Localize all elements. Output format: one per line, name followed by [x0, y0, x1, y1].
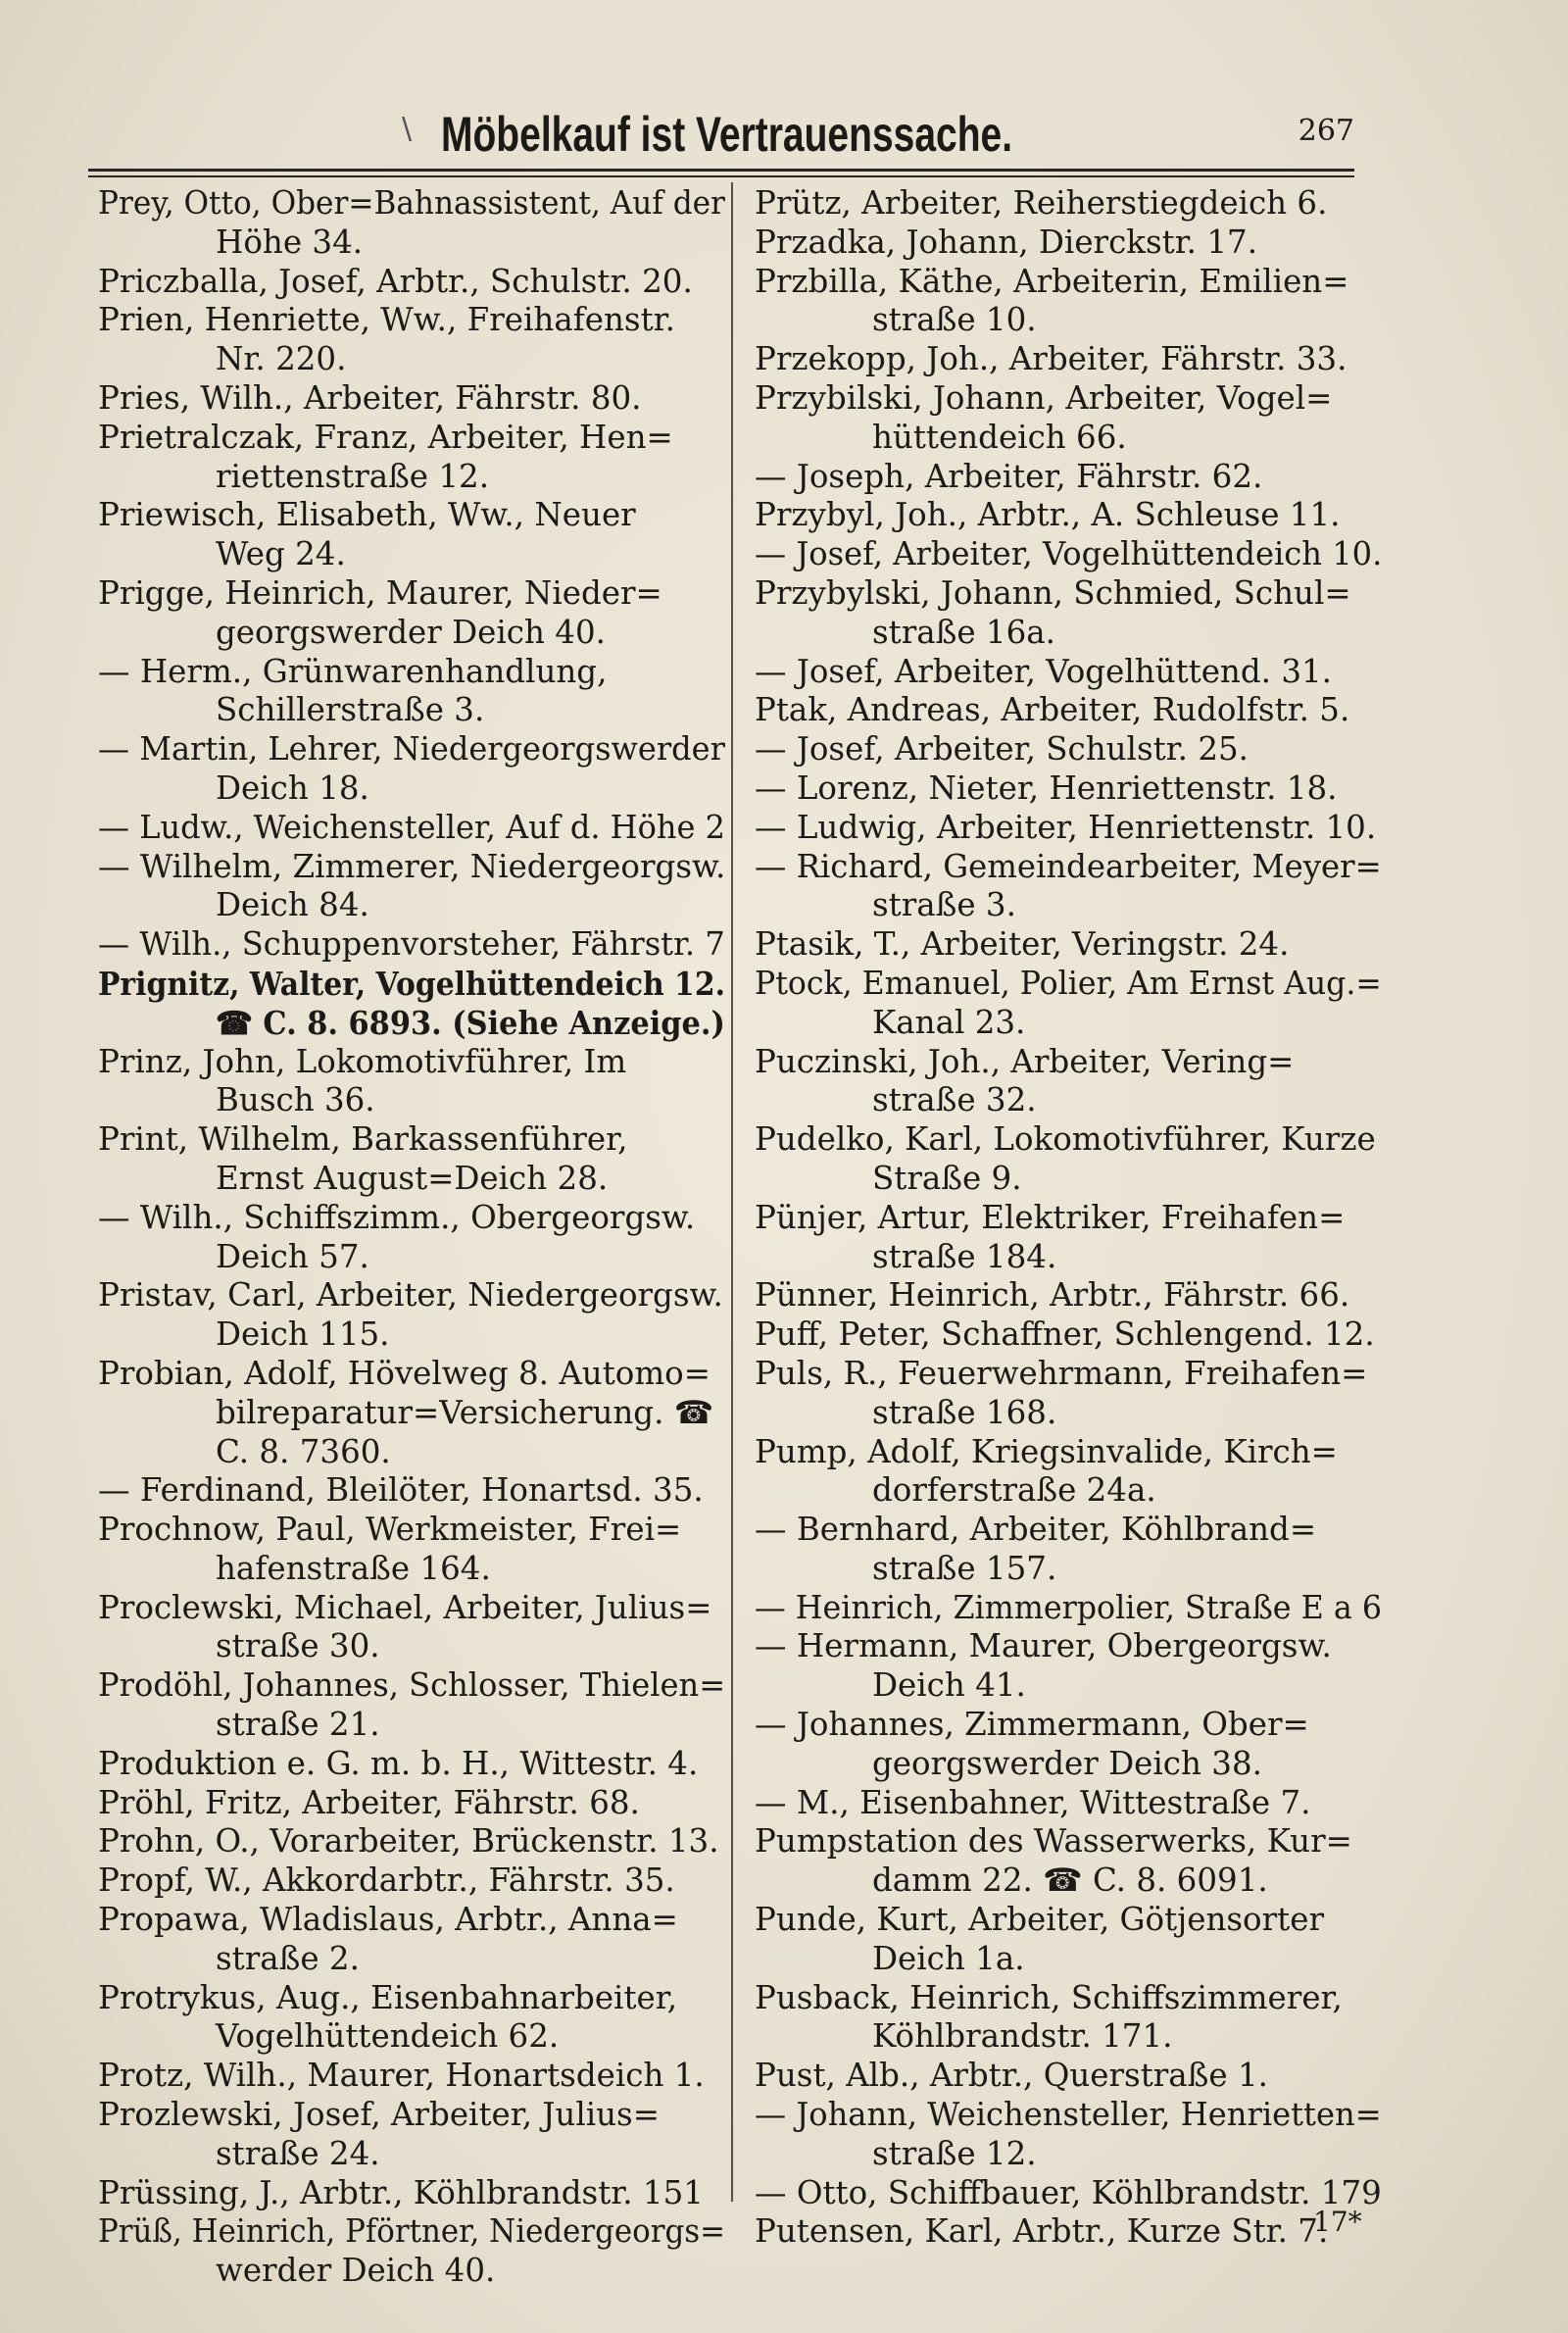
directory-entry-line — [98, 1822, 725, 1861]
entry-text: — Josef, Arbeiter, Schulstr. 25. — [755, 730, 1250, 769]
entry-text: Köhlbrandstr. 171. — [872, 2017, 1173, 2056]
directory-entry-line — [98, 2212, 725, 2252]
entry-text: Pries, Wilh., Arbeiter, Fährstr. 80. — [98, 378, 642, 417]
directory-entry-line — [755, 1276, 1382, 1315]
directory-entry-line — [755, 301, 1382, 340]
entry-text: Przybilski, Johann, Arbeiter, Vogel= — [755, 378, 1333, 417]
page-title: Möbelkauf ist Vertrauenssache. — [441, 107, 1013, 162]
directory-entry-line — [755, 1511, 1382, 1550]
entry-text: Przadka, Johann, Dierckstr. 17. — [755, 223, 1258, 261]
entry-text: Prodöhl, Johannes, Schlosser, Thielen= — [98, 1666, 726, 1705]
signature-mark: 17* — [1313, 2206, 1362, 2238]
entry-text: Deich 57. — [216, 1237, 369, 1275]
directory-entry-line — [98, 2017, 725, 2057]
entry-text: Przekopp, Joh., Arbeiter, Fährstr. 33. — [755, 340, 1348, 378]
entry-text: Print, Wilhelm, Barkassenführer, — [98, 1120, 628, 1159]
directory-entry-line — [98, 1315, 725, 1355]
directory-entry-line — [755, 886, 1382, 925]
directory-entry-line — [755, 379, 1382, 419]
entry-text: — Wilhelm, Zimmerer, Niedergeorgsw. — [98, 847, 726, 885]
entry-text: Prey, Otto, Ober=Bahnassistent, Auf der — [98, 184, 725, 222]
directory-entry-line — [98, 1901, 725, 1940]
directory-entry-line — [98, 535, 725, 574]
left-column — [98, 184, 726, 2290]
entry-text: damm 22. ☎ C. 8. 6091. — [872, 1861, 1268, 1900]
directory-entry-line — [755, 263, 1382, 302]
entry-text: Ptasik, T., Arbeiter, Veringstr. 24. — [755, 925, 1290, 964]
directory-entry-line — [98, 496, 725, 535]
entry-text: Weg 24. — [216, 535, 346, 573]
entry-text: Prigge, Heinrich, Maurer, Nieder= — [98, 573, 662, 612]
directory-entry-line — [755, 1706, 1382, 1745]
directory-entry-line — [98, 574, 725, 614]
directory-entry-line — [755, 1940, 1382, 1979]
directory-entry-line — [755, 1979, 1382, 2018]
entry-text: — Heinrich, Zimmerpolier, Straße E a 6 — [755, 1588, 1383, 1626]
directory-entry-line — [98, 809, 725, 848]
entry-text: straße 21. — [216, 1706, 380, 1744]
directory-entry-line — [755, 848, 1382, 887]
directory-entry-line — [98, 301, 725, 340]
entry-text: straße 12. — [872, 2134, 1037, 2172]
entry-text: — Ludwig, Arbeiter, Henriettenstr. 10. — [755, 808, 1377, 846]
directory-entry-line — [98, 1589, 725, 1628]
entry-text: Schillerstraße 3. — [216, 691, 485, 729]
directory-entry-line — [98, 1394, 725, 1433]
entry-text: Kanal 23. — [872, 1003, 1026, 1041]
entry-text: georgswerder Deich 38. — [872, 1744, 1262, 1782]
entry-text: Straße 9. — [872, 1159, 1022, 1197]
entry-text: Przbilla, Käthe, Arbeiterin, Emilien= — [755, 262, 1349, 300]
directory-entry-line — [98, 458, 725, 497]
entry-text: Deich 18. — [216, 769, 369, 807]
directory-entry-line — [98, 1160, 725, 1199]
directory-entry-line — [98, 1004, 725, 1043]
entry-text: straße 3. — [872, 886, 1016, 924]
entry-text: bilreparatur=Versicherung. ☎ — [216, 1393, 714, 1431]
page-header — [88, 106, 1362, 165]
entry-text: straße 30. — [216, 1627, 380, 1665]
entry-text: Deich 84. — [216, 886, 369, 924]
entry-text: straße 157. — [872, 1549, 1057, 1587]
entry-text: Produktion e. G. m. b. H., Wittestr. 4. — [98, 1744, 699, 1782]
page-number: 267 — [1298, 114, 1354, 148]
entry-text: Prietralczak, Franz, Arbeiter, Hen= — [98, 418, 673, 456]
entry-text: Propf, W., Akkordarbtr., Fährstr. 35. — [98, 1861, 675, 1900]
directory-entry-line — [755, 965, 1382, 1004]
directory-entry-line — [98, 653, 725, 692]
entry-text: georgswerder Deich 40. — [216, 613, 606, 651]
entry-text: Prüß, Heinrich, Pförtner, Niedergeorgs= — [98, 2212, 726, 2251]
entry-text: Deich 1a. — [872, 1939, 1025, 1977]
directory-entry-line — [98, 614, 725, 653]
entry-text: riettenstraße 12. — [216, 457, 490, 495]
entry-text: Prinz, John, Lokomotivführer, Im — [98, 1042, 627, 1080]
entry-text: — Richard, Gemeindearbeiter, Meyer= — [755, 847, 1382, 885]
entry-text: Ptak, Andreas, Arbeiter, Rudolfstr. 5. — [755, 691, 1350, 729]
directory-entry-line — [98, 2174, 725, 2213]
directory-entry-line — [755, 2212, 1382, 2252]
directory-entry-line — [98, 1043, 725, 1082]
directory-entry-line — [755, 458, 1382, 497]
directory-entry-line — [98, 1511, 725, 1550]
entry-text: Prignitz, Walter, Vogelhüttendeich 12. — [98, 964, 725, 1003]
entry-text: Pusback, Heinrich, Schiffszimmerer, — [755, 1978, 1343, 2016]
directory-entry-line — [755, 1043, 1382, 1082]
entry-text: Prozlewski, Josef, Arbeiter, Julius= — [98, 2096, 660, 2134]
directory-entry-line — [755, 574, 1382, 614]
directory-entry-line — [98, 1666, 725, 1706]
entry-text: Deich 115. — [216, 1315, 390, 1354]
directory-entry-line — [755, 1471, 1382, 1511]
directory-entry-line — [98, 886, 725, 925]
entry-text: — Wilh., Schiffszimm., Obergeorgsw. — [98, 1198, 696, 1236]
entry-text: Busch 36. — [216, 1081, 375, 1119]
directory-entry-line — [98, 1276, 725, 1315]
entry-text: Nr. 220. — [216, 340, 347, 378]
directory-entry-line — [98, 769, 725, 809]
entry-text: Ernst August=Deich 28. — [216, 1159, 609, 1197]
directory-entry-line — [755, 653, 1382, 692]
directory-entry-line — [98, 965, 725, 1004]
directory-entry-line — [755, 809, 1382, 848]
entry-text: Przybyl, Joh., Arbtr., A. Schleuse 11. — [755, 496, 1341, 534]
entry-text: Prütz, Arbeiter, Reiherstiegdeich 6. — [755, 184, 1328, 222]
entry-text: hüttendeich 66. — [872, 418, 1127, 456]
directory-entry-line — [755, 1627, 1382, 1666]
directory-entry-line — [755, 925, 1382, 965]
directory-entry-line — [755, 2057, 1382, 2096]
entry-text: — Joseph, Arbeiter, Fährstr. 62. — [755, 457, 1263, 495]
directory-entry-line — [98, 2057, 725, 2096]
directory-entry-line — [755, 535, 1382, 574]
directory-entry-line — [755, 496, 1382, 535]
entry-text: Protrykus, Aug., Eisenbahnarbeiter, — [98, 1978, 678, 2016]
entry-text: — Otto, Schiffbauer, Köhlbrandstr. 179 — [755, 2173, 1382, 2211]
directory-entry-line — [755, 2174, 1382, 2213]
entry-text: Przybylski, Johann, Schmied, Schul= — [755, 573, 1351, 612]
directory-entry-line — [755, 1120, 1382, 1160]
directory-entry-line — [755, 1550, 1382, 1589]
directory-entry-line — [98, 1861, 725, 1901]
entry-text: Priczballa, Josef, Arbtr., Schulstr. 20. — [98, 262, 693, 300]
entry-text: Propawa, Wladislaus, Arbtr., Anna= — [98, 1901, 678, 1939]
directory-entry-line — [98, 1199, 725, 1238]
directory-entry-line — [755, 419, 1382, 458]
entry-text: — Wilh., Schuppenvorsteher, Fährstr. 7 — [98, 925, 725, 964]
directory-entry-line — [755, 2135, 1382, 2174]
directory-entry-line — [98, 2252, 725, 2291]
entry-text: — Josef, Arbeiter, Vogelhüttendeich 10. — [755, 535, 1383, 573]
entry-text: straße 184. — [872, 1237, 1057, 1275]
entry-text: Pröhl, Fritz, Arbeiter, Fährstr. 68. — [98, 1783, 640, 1821]
entry-text: Pumpstation des Wasserwerks, Kur= — [755, 1822, 1352, 1861]
directory-entry-line — [98, 223, 725, 263]
directory-entry-line — [98, 184, 725, 223]
entry-text: Priewisch, Elisabeth, Ww., Neuer — [98, 496, 636, 534]
entry-text: C. 8. 7360. — [216, 1432, 391, 1470]
header-rule-thin — [88, 175, 1354, 177]
entry-text: straße 32. — [872, 1081, 1037, 1119]
directory-entry-line — [98, 1745, 725, 1784]
directory-entry-line — [98, 1550, 725, 1589]
entry-text: Probian, Adolf, Hövelweg 8. Automo= — [98, 1354, 710, 1392]
directory-entry-line — [98, 1433, 725, 1472]
directory-entry-line — [755, 1861, 1382, 1901]
entry-text: — Josef, Arbeiter, Vogelhüttend. 31. — [755, 652, 1333, 690]
directory-entry-line — [755, 1081, 1382, 1120]
directory-entry-line — [98, 1120, 725, 1160]
entry-text: Prien, Henriette, Ww., Freihafenstr. — [98, 301, 675, 339]
entry-text: — Hermann, Maurer, Obergeorgsw. — [755, 1627, 1332, 1665]
entry-text: Ptock, Emanuel, Polier, Am Ernst Aug.= — [755, 964, 1382, 1002]
entry-text: — Herm., Grünwarenhandlung, — [98, 652, 608, 690]
entry-text: Pristav, Carl, Arbeiter, Niedergeorgsw. — [98, 1276, 723, 1315]
entry-text: — M., Eisenbahner, Wittestraße 7. — [755, 1783, 1311, 1821]
entry-text: — Bernhard, Arbeiter, Köhlbrand= — [755, 1511, 1317, 1549]
entry-text: Punde, Kurt, Arbeiter, Götjensorter — [755, 1901, 1324, 1939]
entry-text: Prohn, O., Vorarbeiter, Brückenstr. 13. — [98, 1822, 719, 1861]
directory-entry-line — [755, 691, 1382, 730]
directory-entry-line — [98, 925, 725, 965]
right-column — [755, 184, 1383, 2251]
entry-text: — Ferdinand, Bleilöter, Honartsd. 35. — [98, 1471, 704, 1510]
entry-text: Puls, R., Feuerwehrmann, Freihafen= — [755, 1354, 1368, 1392]
directory-entry-line — [755, 1004, 1382, 1043]
entry-text: Pünjer, Artur, Elektriker, Freihafen= — [755, 1198, 1346, 1236]
directory-entry-line — [98, 379, 725, 419]
directory-entry-line — [755, 184, 1382, 223]
directory-entry-line — [755, 223, 1382, 263]
directory-entry-line — [98, 263, 725, 302]
directory-entry-line — [98, 1355, 725, 1394]
directory-entry-line — [755, 1199, 1382, 1238]
directory-entry-line — [98, 730, 725, 769]
entry-text: Deich 41. — [872, 1666, 1026, 1705]
directory-entry-line — [755, 1822, 1382, 1861]
directory-entry-line — [755, 1355, 1382, 1394]
entry-text: Pust, Alb., Arbtr., Querstraße 1. — [755, 2057, 1268, 2095]
directory-entry-line — [755, 1745, 1382, 1784]
directory-entry-line — [98, 1081, 725, 1120]
directory-entry-line — [755, 614, 1382, 653]
directory-entry-line — [755, 1394, 1382, 1433]
entry-text: — Lorenz, Nieter, Henriettenstr. 18. — [755, 769, 1338, 807]
directory-entry-line — [98, 1471, 725, 1511]
directory-entry-line — [755, 340, 1382, 379]
entry-text: straße 24. — [216, 2134, 380, 2172]
directory-entry-line — [98, 1706, 725, 1745]
entry-text: Putensen, Karl, Arbtr., Kurze Str. 7. — [755, 2212, 1329, 2251]
entry-text: straße 168. — [872, 1393, 1057, 1431]
entry-text: Pünner, Heinrich, Arbtr., Fährstr. 66. — [755, 1276, 1350, 1315]
entry-text: Vogelhüttendeich 62. — [216, 2017, 560, 2056]
entry-text: straße 2. — [216, 1939, 360, 1977]
entry-text: hafenstraße 164. — [216, 1549, 491, 1587]
entry-text: Prochnow, Paul, Werkmeister, Frei= — [98, 1511, 682, 1549]
entry-text: dorferstraße 24a. — [872, 1471, 1156, 1510]
directory-entry-line — [755, 769, 1382, 809]
header-rule-thick — [88, 169, 1354, 172]
entry-text: — Ludw., Weichensteller, Auf d. Höhe 2 — [98, 808, 725, 846]
entry-text: — Martin, Lehrer, Niedergeorgswerder — [98, 730, 725, 769]
entry-text: Puczinski, Joh., Arbeiter, Vering= — [755, 1042, 1295, 1080]
entry-text: Höhe 34. — [216, 223, 364, 261]
directory-entry-line — [98, 1940, 725, 1979]
entry-text: ☎ C. 8. 6893. (Siehe Anzeige.) — [216, 1003, 725, 1042]
entry-text: — Johannes, Zimmermann, Ober= — [755, 1706, 1309, 1744]
directory-entry-line — [755, 2017, 1382, 2057]
entry-text: straße 16a. — [872, 613, 1055, 651]
entry-text: werder Deich 40. — [216, 2252, 496, 2290]
entry-text: Prüssing, J., Arbtr., Köhlbrandstr. 151 — [98, 2173, 704, 2211]
column-divider — [731, 182, 733, 2202]
directory-entry-line — [755, 730, 1382, 769]
header-mark: \ — [402, 112, 413, 146]
directory-entry-line — [755, 1666, 1382, 1706]
directory-entry-line — [755, 1901, 1382, 1940]
directory-entry-line — [98, 1238, 725, 1277]
entry-text: Proclewski, Michael, Arbeiter, Julius= — [98, 1588, 712, 1626]
entry-text: Puff, Peter, Schaffner, Schlengend. 12. — [755, 1315, 1375, 1354]
directory-entry-line — [98, 2135, 725, 2174]
directory-entry-line — [98, 1627, 725, 1666]
directory-entry-line — [98, 2096, 725, 2135]
directory-entry-line — [98, 1979, 725, 2018]
entry-text: Pudelko, Karl, Lokomotivführer, Kurze — [755, 1120, 1376, 1159]
entry-text: Protz, Wilh., Maurer, Honartsdeich 1. — [98, 2057, 705, 2095]
directory-entry-line — [98, 691, 725, 730]
entry-text: straße 10. — [872, 301, 1037, 339]
directory-entry-line — [98, 848, 725, 887]
directory-entry-line — [755, 1589, 1382, 1628]
directory-entry-line — [755, 1784, 1382, 1823]
directory-entry-line — [98, 1784, 725, 1823]
directory-entry-line — [755, 1238, 1382, 1277]
entry-text: — Johann, Weichensteller, Henrietten= — [755, 2096, 1382, 2134]
directory-entry-line — [98, 419, 725, 458]
directory-entry-line — [98, 340, 725, 379]
directory-entry-line — [755, 1160, 1382, 1199]
directory-entry-line — [755, 1315, 1382, 1355]
directory-entry-line — [755, 1433, 1382, 1472]
directory-entry-line — [755, 2096, 1382, 2135]
entry-text: Pump, Adolf, Kriegsinvalide, Kirch= — [755, 1432, 1338, 1470]
